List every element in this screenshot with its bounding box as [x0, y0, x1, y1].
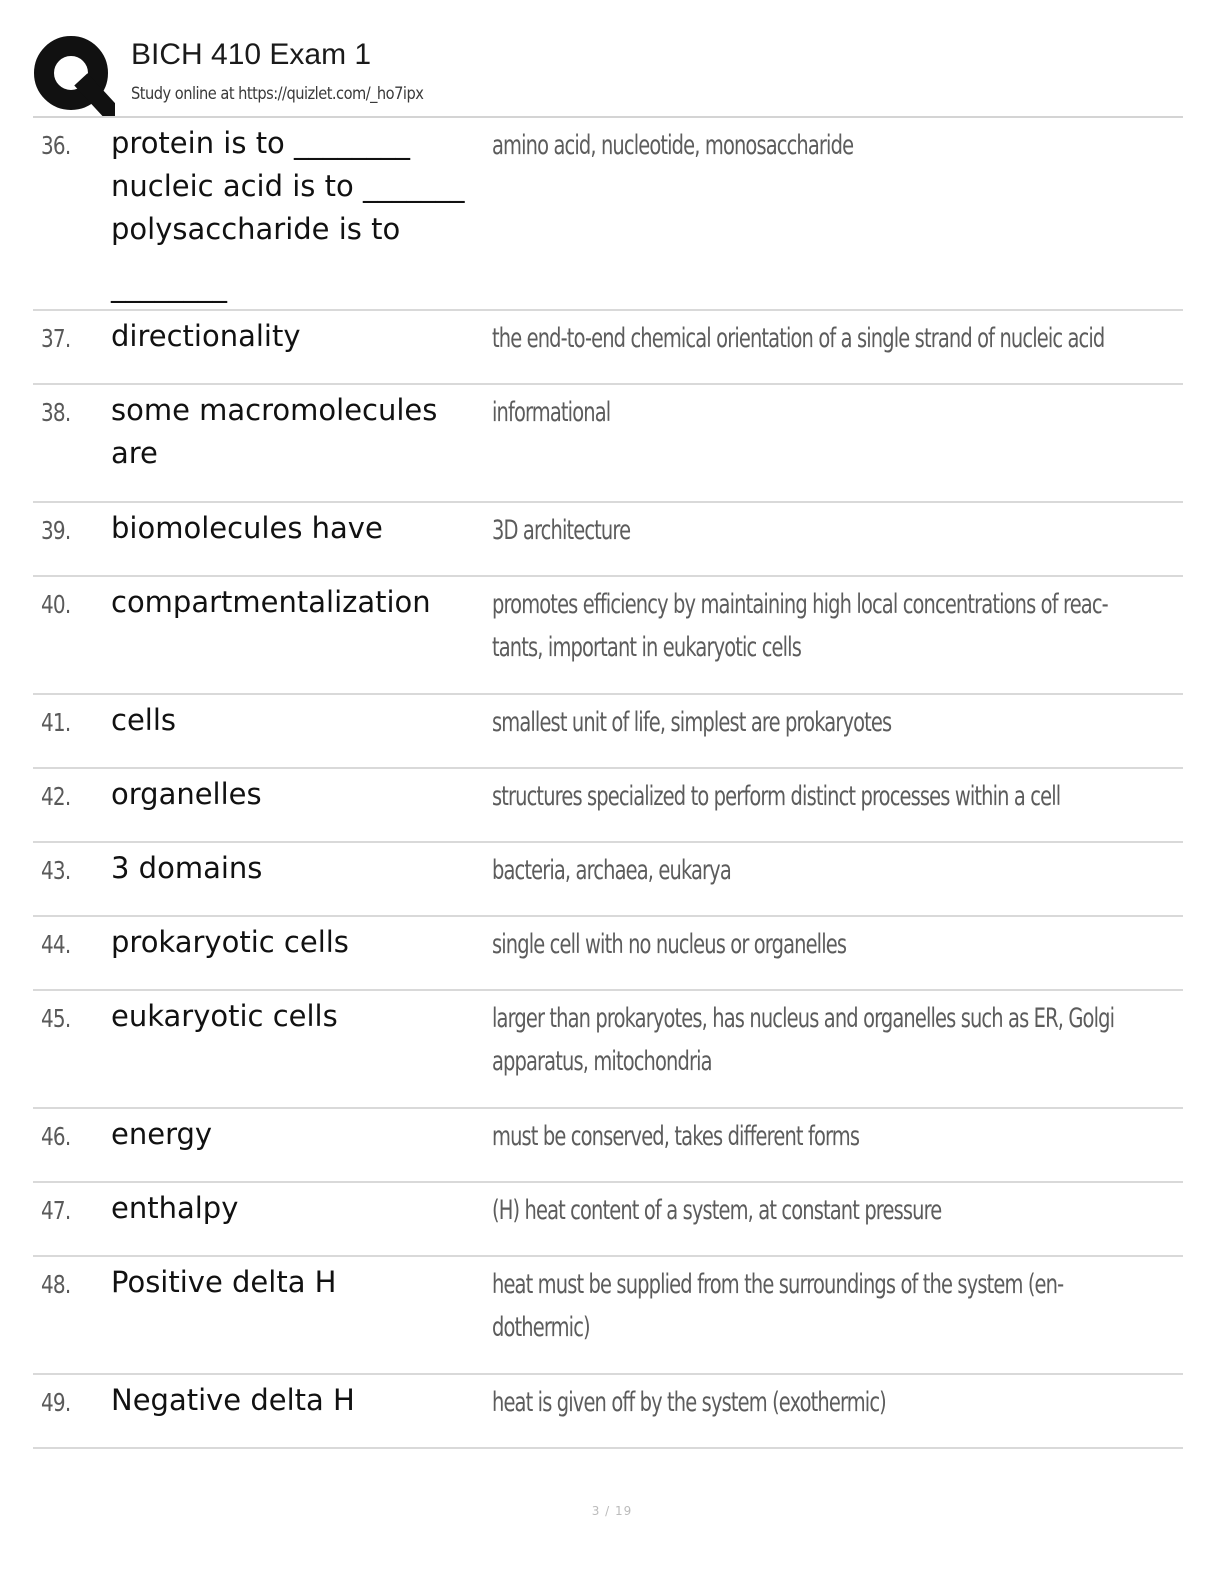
flashcard-row: [33, 311, 1183, 385]
definition-line: structures specialized to perform distinct processes within a cell: [492, 781, 1061, 812]
term-line: energy: [111, 1117, 213, 1151]
card-term: [111, 699, 479, 742]
flashcard-row: [33, 1183, 1183, 1257]
term-line: protein is to ________: [111, 126, 411, 160]
definition-line: must be conserved, takes different forms: [492, 1121, 860, 1152]
card-number: 45.: [41, 1004, 71, 1033]
flashcard-row: [33, 1257, 1183, 1375]
term-line: Negative delta H: [111, 1383, 355, 1417]
card-definition: [492, 583, 1190, 669]
term-line: Positive delta H: [111, 1265, 337, 1299]
card-definition: [492, 1381, 1190, 1424]
term-line: some macromolecules: [111, 393, 438, 427]
definition-line: informational: [492, 397, 611, 428]
card-term: [111, 1379, 479, 1422]
card-definition: [492, 1115, 1190, 1158]
card-term: [111, 581, 479, 624]
card-definition: [492, 317, 1190, 360]
definition-line: the end-to-end chemical orientation of a single strand of nucleic acid: [492, 323, 1105, 354]
card-definition: [492, 509, 1190, 552]
term-line: compartmentalization: [111, 585, 431, 619]
card-number: 42.: [41, 782, 71, 811]
card-definition: [492, 997, 1190, 1083]
flashcard-row: [33, 917, 1183, 991]
card-term: [111, 995, 479, 1038]
term-line: prokaryotic cells: [111, 925, 349, 959]
card-definition: [492, 1263, 1190, 1349]
card-term: [111, 921, 479, 964]
quizlet-q-logo-icon: [33, 34, 115, 116]
definition-line: heat is given off by the system (exothermic): [492, 1387, 886, 1418]
definition-line: dothermic): [492, 1312, 590, 1343]
card-number: 46.: [41, 1122, 71, 1151]
flashcard-row: [33, 769, 1183, 843]
definition-line: single cell with no nucleus or organelles: [492, 929, 847, 960]
flashcard-row: [33, 577, 1183, 695]
header: [33, 30, 1183, 116]
card-term: [111, 507, 479, 550]
card-number: 49.: [41, 1388, 71, 1417]
flashcard-row: [33, 118, 1183, 311]
card-term: [111, 847, 479, 890]
term-line: nucleic acid is to _______: [111, 169, 465, 203]
definition-line: bacteria, archaea, eukarya: [492, 855, 731, 886]
card-number: 40.: [41, 590, 71, 619]
term-line: are: [111, 436, 158, 470]
flashcard-row: [33, 843, 1183, 917]
flashcard-row: [33, 1109, 1183, 1183]
card-number: 47.: [41, 1196, 71, 1225]
card-term: [111, 122, 479, 308]
flashcard-row: [33, 503, 1183, 577]
term-line: biomolecules have: [111, 511, 383, 545]
flashcard-row: [33, 1375, 1183, 1449]
term-line: ________: [111, 269, 227, 303]
definition-line: smallest unit of life, simplest are prokaryotes: [492, 707, 892, 738]
definition-line: apparatus, mitochondria: [492, 1046, 712, 1077]
card-number: 43.: [41, 856, 71, 885]
definition-line: amino acid, nucleotide, monosaccharide: [492, 130, 854, 161]
card-number: 48.: [41, 1270, 71, 1299]
definition-line: 3D architecture: [492, 515, 631, 546]
card-definition: [492, 391, 1190, 434]
flashcard-row: [33, 695, 1183, 769]
card-definition: [492, 923, 1190, 966]
definition-line: promotes efficiency by maintaining high local concentrations of reac-: [492, 589, 1108, 620]
card-term: [111, 773, 479, 816]
term-line: cells: [111, 703, 177, 737]
flashcard-row: [33, 385, 1183, 503]
term-line: eukaryotic cells: [111, 999, 338, 1033]
card-term: [111, 1187, 479, 1230]
card-term: [111, 315, 479, 358]
card-number: 38.: [41, 398, 71, 427]
definition-line: (H) heat content of a system, at constant pressure: [492, 1195, 942, 1226]
card-term: [111, 1113, 479, 1156]
term-line: organelles: [111, 777, 262, 811]
card-definition: [492, 124, 1190, 167]
card-definition: [492, 775, 1190, 818]
card-number: 36.: [41, 131, 71, 160]
card-number: 44.: [41, 930, 71, 959]
definition-line: larger than prokaryotes, has nucleus and organelles such as ER, Golgi: [492, 1003, 1115, 1034]
term-line: directionality: [111, 319, 301, 353]
card-term: [111, 389, 479, 475]
card-definition: [492, 1189, 1190, 1232]
definition-line: heat must be supplied from the surroundings of the system (en-: [492, 1269, 1064, 1300]
term-line: 3 domains: [111, 851, 263, 885]
page-indicator: 3 / 19: [591, 1504, 633, 1518]
term-line: enthalpy: [111, 1191, 239, 1225]
card-term: [111, 1261, 479, 1304]
term-line: polysaccharide is to: [111, 212, 401, 246]
definition-line: tants, important in eukaryotic cells: [492, 632, 801, 663]
card-number: 41.: [41, 708, 71, 737]
page-title: BICH 410 Exam 1: [131, 38, 372, 71]
card-number: 37.: [41, 324, 71, 353]
card-definition: [492, 849, 1190, 892]
flashcard-row: [33, 991, 1183, 1109]
card-definition: [492, 701, 1190, 744]
card-number: 39.: [41, 516, 71, 545]
study-online-link[interactable]: Study online at https://quizlet.com/_ho7ipx: [131, 84, 424, 104]
flashcard-list: [33, 118, 1183, 1449]
